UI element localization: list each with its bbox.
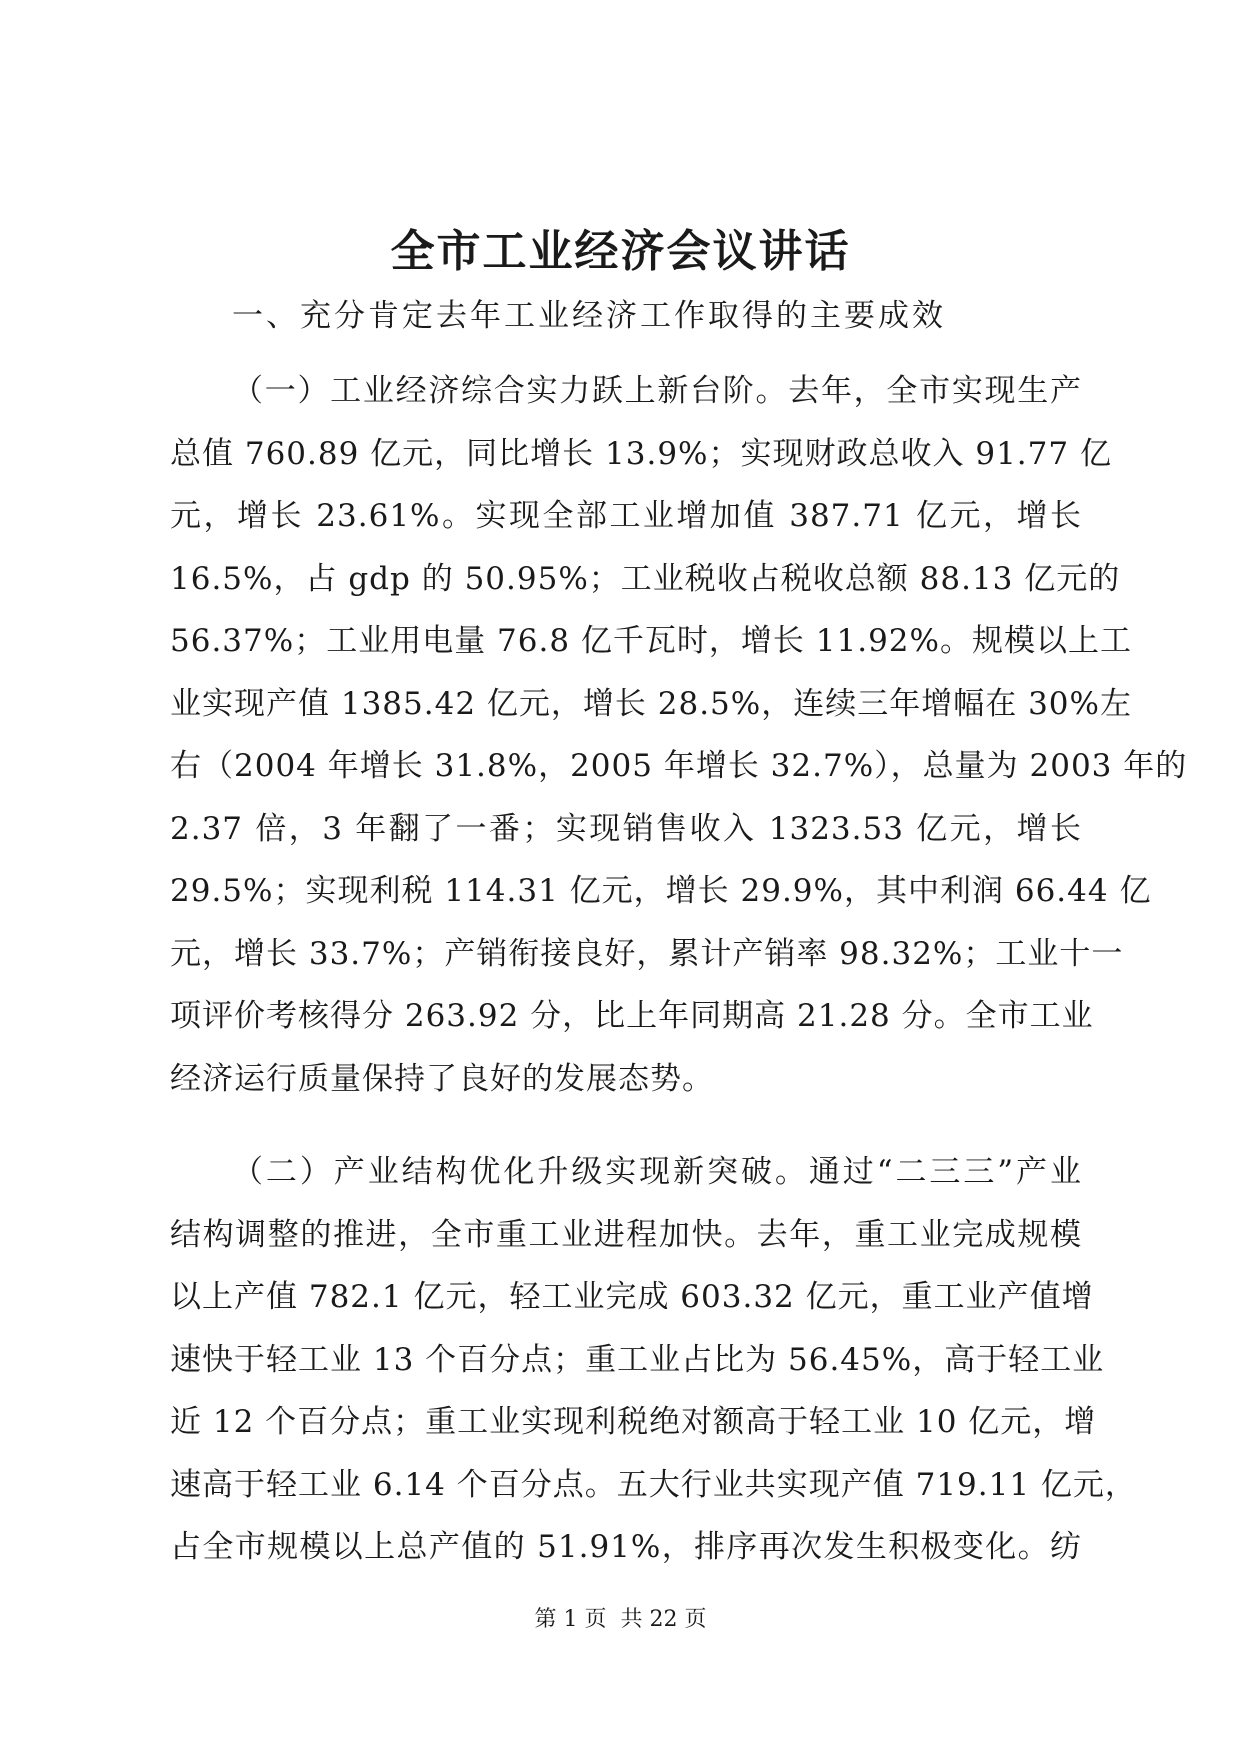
paragraph-2 bbox=[170, 1141, 1137, 1579]
paragraph-1 bbox=[170, 360, 1188, 1110]
paragraph-line: 右（2004 年增长 31.8%，2005 年增长 32.7%），总量为 2003 年的 bbox=[170, 748, 1188, 784]
section-heading: 一、充分肯定去年工业经济工作取得的主要成效 bbox=[232, 298, 946, 334]
paragraph-line: 占全市规模以上总产值的 51.91%，排序再次发生积极变化。纺 bbox=[170, 1529, 1082, 1565]
paragraph-line: 速快于轻工业 13 个百分点；重工业占比为 56.45%，高于轻工业 bbox=[170, 1341, 1105, 1378]
paragraph-line: （二）产业结构优化升级实现新突破。通过“二三三”产业 bbox=[232, 1154, 1082, 1190]
paragraph-line: 近 12 个百分点；重工业实现利税绝对额高于轻工业 10 亿元，增 bbox=[170, 1404, 1097, 1440]
paragraph-line: 速高于轻工业 6.14 个百分点。五大行业共实现产值 719.11 亿元， bbox=[170, 1466, 1137, 1503]
paragraph-line: 29.5%；实现利税 114.31 亿元，增长 29.9%，其中利润 66.44 亿 bbox=[170, 873, 1152, 909]
paragraph-line: （一）工业经济综合实力跃上新台阶。去年，全市实现生产 bbox=[232, 373, 1082, 409]
paragraph-line: 元，增长 23.61%。实现全部工业增加值 387.71 亿元，增长 bbox=[170, 498, 1082, 534]
paragraph-line: 56.37%；工业用电量 76.8 亿千瓦时，增长 11.92%。规模以上工 bbox=[170, 623, 1132, 659]
paragraph-line: 结构调整的推进，全市重工业进程加快。去年，重工业完成规模 bbox=[170, 1216, 1082, 1253]
paragraph-line: 以上产值 782.1 亿元，轻工业完成 603.32 亿元，重工业产值增 bbox=[170, 1279, 1094, 1315]
paragraph-line: 16.5%，占 gdp 的 50.95%；工业税收占税收总额 88.13 亿元的 bbox=[170, 560, 1121, 597]
paragraph-line: 2.37 倍，3 年翻了一番；实现销售收入 1323.53 亿元，增长 bbox=[170, 810, 1082, 847]
document-title: 全市工业经济会议讲话 bbox=[390, 226, 851, 277]
paragraph-line: 经济运行质量保持了良好的发展态势。 bbox=[170, 1060, 714, 1097]
paragraph-line: 元，增长 33.7%；产销衔接良好，累计产销率 98.32%；工业十一 bbox=[170, 935, 1124, 972]
paragraph-line: 总值 760.89 亿元，同比增长 13.9%；实现财政总收入 91.77 亿 bbox=[170, 435, 1112, 472]
page-footer: 第 1 页 共 22 页 bbox=[534, 1607, 707, 1632]
paragraph-line: 项评价考核得分 263.92 分，比上年同期高 21.28 分。全市工业 bbox=[170, 998, 1094, 1034]
paragraph-line: 业实现产值 1385.42 亿元，增长 28.5%，连续三年增幅在 30%左 bbox=[170, 685, 1132, 722]
